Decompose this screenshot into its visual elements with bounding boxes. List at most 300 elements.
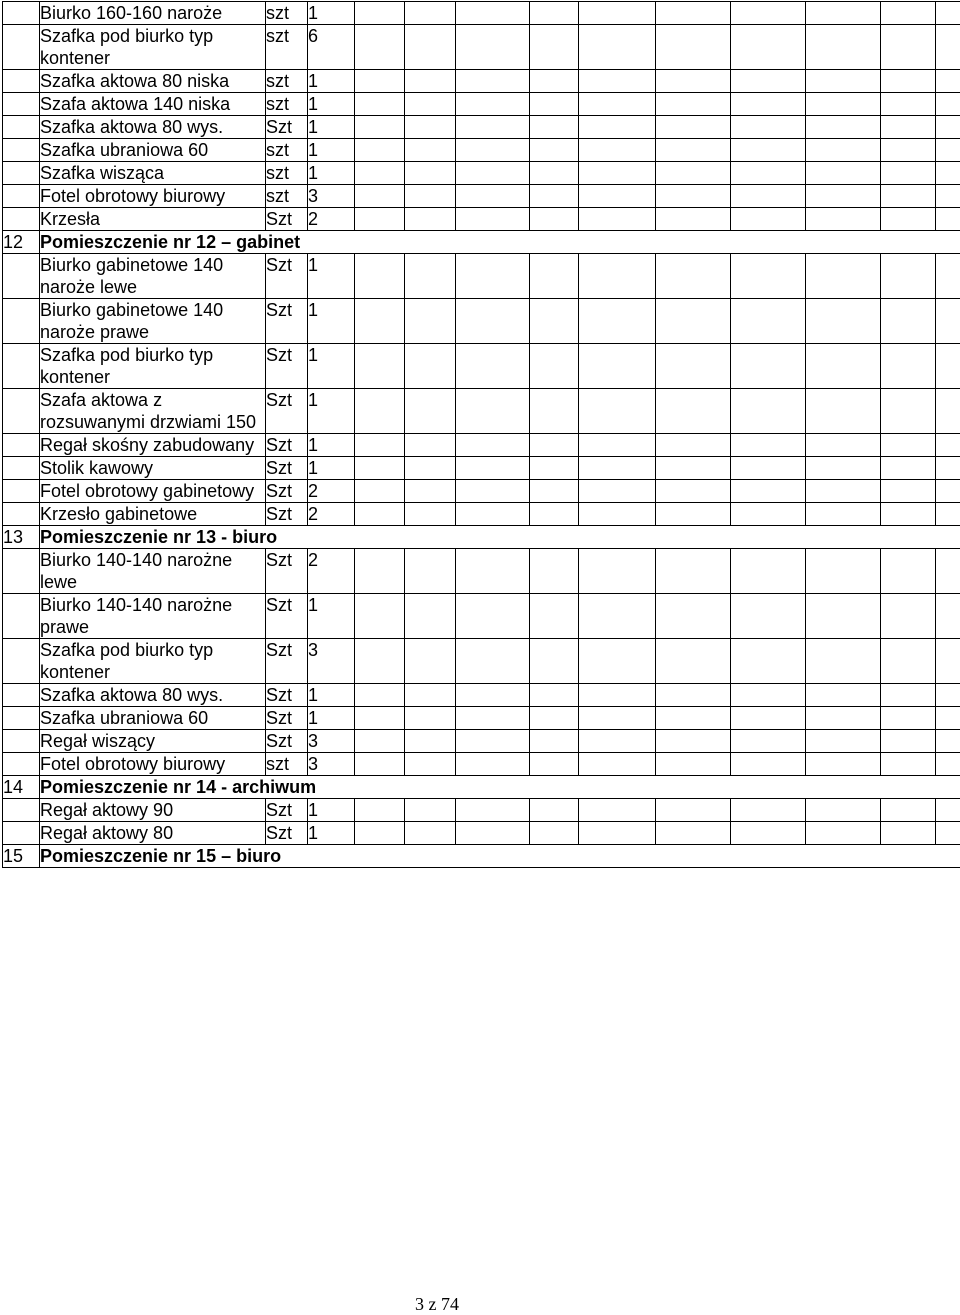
empty-cell	[806, 549, 881, 594]
empty-cell	[579, 25, 656, 70]
empty-cell	[405, 208, 456, 231]
item-name: Krzesło gabinetowe	[40, 503, 266, 526]
empty-cell	[579, 185, 656, 208]
number-cell	[3, 162, 40, 185]
item-unit: Szt	[266, 254, 308, 299]
empty-cell	[530, 799, 579, 822]
page-number: 3 z 74	[0, 1294, 874, 1315]
empty-cell	[579, 299, 656, 344]
empty-cell	[579, 822, 656, 845]
empty-cell	[656, 344, 731, 389]
item-name: Biurko 160-160 naroże	[40, 2, 266, 25]
empty-cell	[456, 799, 530, 822]
item-quantity: 1	[308, 139, 355, 162]
empty-cell	[530, 254, 579, 299]
empty-cell	[456, 503, 530, 526]
empty-cell	[731, 185, 806, 208]
empty-cell	[806, 208, 881, 231]
empty-cell	[579, 344, 656, 389]
empty-cell	[731, 707, 806, 730]
empty-cell	[405, 70, 456, 93]
empty-cell	[806, 254, 881, 299]
empty-cell	[806, 799, 881, 822]
empty-cell	[656, 480, 731, 503]
empty-cell	[806, 684, 881, 707]
empty-cell	[355, 799, 405, 822]
item-quantity: 1	[308, 594, 355, 639]
empty-cell	[405, 299, 456, 344]
empty-cell	[456, 299, 530, 344]
item-quantity: 3	[308, 185, 355, 208]
empty-cell	[456, 480, 530, 503]
number-cell	[3, 707, 40, 730]
item-unit: Szt	[266, 116, 308, 139]
empty-cell	[881, 457, 936, 480]
item-name: Biurko gabinetowe 140 naroże prawe	[40, 299, 266, 344]
table-row	[3, 208, 960, 231]
empty-cell	[731, 730, 806, 753]
empty-cell	[405, 549, 456, 594]
empty-cell	[731, 594, 806, 639]
empty-cell	[881, 162, 936, 185]
empty-cell	[731, 822, 806, 845]
item-name: Fotel obrotowy biurowy	[40, 753, 266, 776]
empty-cell	[530, 70, 579, 93]
empty-cell	[656, 457, 731, 480]
empty-cell	[881, 503, 936, 526]
empty-cell	[731, 434, 806, 457]
empty-cell	[579, 639, 656, 684]
empty-cell	[806, 480, 881, 503]
item-quantity: 1	[308, 2, 355, 25]
item-name: Szafa aktowa 140 niska	[40, 93, 266, 116]
empty-cell	[355, 2, 405, 25]
empty-cell	[405, 753, 456, 776]
empty-cell	[579, 93, 656, 116]
number-cell	[3, 639, 40, 684]
item-unit: szt	[266, 25, 308, 70]
empty-cell	[936, 594, 960, 639]
item-quantity: 1	[308, 684, 355, 707]
empty-cell	[936, 503, 960, 526]
empty-cell	[355, 344, 405, 389]
empty-cell	[731, 93, 806, 116]
item-quantity: 2	[308, 549, 355, 594]
item-quantity: 2	[308, 480, 355, 503]
empty-cell	[355, 70, 405, 93]
empty-cell	[936, 116, 960, 139]
item-unit: szt	[266, 93, 308, 116]
empty-cell	[806, 344, 881, 389]
number-cell	[3, 594, 40, 639]
empty-cell	[530, 707, 579, 730]
item-name: Biurko gabinetowe 140 naroże lewe	[40, 254, 266, 299]
item-quantity: 1	[308, 344, 355, 389]
empty-cell	[806, 639, 881, 684]
empty-cell	[936, 639, 960, 684]
item-name: Szafka pod biurko typ kontener	[40, 344, 266, 389]
empty-cell	[656, 639, 731, 684]
number-cell	[3, 116, 40, 139]
empty-cell	[530, 822, 579, 845]
empty-cell	[881, 254, 936, 299]
empty-cell	[656, 185, 731, 208]
empty-cell	[656, 116, 731, 139]
empty-cell	[881, 116, 936, 139]
table-row	[3, 684, 960, 707]
table-row	[3, 93, 960, 116]
table-row	[3, 549, 960, 594]
empty-cell	[936, 139, 960, 162]
item-unit: Szt	[266, 299, 308, 344]
empty-cell	[656, 549, 731, 594]
table-row	[3, 434, 960, 457]
item-name: Szafka aktowa 80 niska	[40, 70, 266, 93]
empty-cell	[731, 344, 806, 389]
empty-cell	[456, 70, 530, 93]
item-unit: Szt	[266, 707, 308, 730]
empty-cell	[806, 70, 881, 93]
empty-cell	[936, 389, 960, 434]
number-cell	[3, 139, 40, 162]
empty-cell	[530, 116, 579, 139]
empty-cell	[806, 457, 881, 480]
empty-cell	[731, 799, 806, 822]
item-name: Biurko 140-140 narożne prawe	[40, 594, 266, 639]
empty-cell	[936, 70, 960, 93]
empty-cell	[579, 70, 656, 93]
empty-cell	[579, 753, 656, 776]
section-number: 15	[3, 845, 40, 868]
item-unit: szt	[266, 753, 308, 776]
item-quantity: 1	[308, 434, 355, 457]
empty-cell	[656, 730, 731, 753]
number-cell	[3, 2, 40, 25]
empty-cell	[806, 389, 881, 434]
empty-cell	[405, 93, 456, 116]
empty-cell	[530, 480, 579, 503]
number-cell	[3, 753, 40, 776]
empty-cell	[579, 730, 656, 753]
item-name: Krzesła	[40, 208, 266, 231]
empty-cell	[405, 684, 456, 707]
empty-cell	[355, 503, 405, 526]
empty-cell	[355, 457, 405, 480]
item-unit: Szt	[266, 457, 308, 480]
item-unit: Szt	[266, 503, 308, 526]
item-quantity: 1	[308, 799, 355, 822]
empty-cell	[806, 116, 881, 139]
empty-cell	[881, 93, 936, 116]
empty-cell	[405, 639, 456, 684]
number-cell	[3, 25, 40, 70]
empty-cell	[579, 389, 656, 434]
item-quantity: 1	[308, 70, 355, 93]
section-row	[3, 231, 960, 254]
empty-cell	[530, 730, 579, 753]
empty-cell	[355, 93, 405, 116]
table-row	[3, 822, 960, 845]
empty-cell	[355, 684, 405, 707]
empty-cell	[355, 389, 405, 434]
item-unit: Szt	[266, 594, 308, 639]
empty-cell	[881, 480, 936, 503]
empty-cell	[530, 208, 579, 231]
empty-cell	[656, 25, 731, 70]
table-row	[3, 389, 960, 434]
number-cell	[3, 389, 40, 434]
item-name: Fotel obrotowy gabinetowy	[40, 480, 266, 503]
empty-cell	[731, 753, 806, 776]
empty-cell	[355, 549, 405, 594]
item-name: Regał aktowy 80	[40, 822, 266, 845]
empty-cell	[731, 480, 806, 503]
empty-cell	[731, 208, 806, 231]
empty-cell	[530, 344, 579, 389]
number-cell	[3, 480, 40, 503]
empty-cell	[355, 753, 405, 776]
item-unit: Szt	[266, 730, 308, 753]
empty-cell	[405, 594, 456, 639]
empty-cell	[405, 707, 456, 730]
empty-cell	[936, 25, 960, 70]
empty-cell	[530, 639, 579, 684]
empty-cell	[355, 730, 405, 753]
empty-cell	[881, 25, 936, 70]
number-cell	[3, 730, 40, 753]
table-row	[3, 730, 960, 753]
empty-cell	[355, 822, 405, 845]
empty-cell	[530, 549, 579, 594]
section-number: 13	[3, 526, 40, 549]
section-title: Pomieszczenie nr 14 - archiwum	[40, 776, 960, 799]
empty-cell	[355, 185, 405, 208]
empty-cell	[405, 162, 456, 185]
empty-cell	[881, 70, 936, 93]
empty-cell	[936, 299, 960, 344]
number-cell	[3, 185, 40, 208]
item-quantity: 1	[308, 93, 355, 116]
item-unit: szt	[266, 185, 308, 208]
item-quantity: 1	[308, 707, 355, 730]
empty-cell	[530, 594, 579, 639]
empty-cell	[731, 549, 806, 594]
table-row	[3, 254, 960, 299]
empty-cell	[806, 139, 881, 162]
empty-cell	[656, 93, 731, 116]
empty-cell	[936, 799, 960, 822]
inventory-body	[3, 2, 960, 868]
empty-cell	[656, 822, 731, 845]
empty-cell	[936, 162, 960, 185]
empty-cell	[936, 344, 960, 389]
empty-cell	[456, 707, 530, 730]
empty-cell	[530, 434, 579, 457]
table-row	[3, 25, 960, 70]
empty-cell	[579, 208, 656, 231]
table-row	[3, 480, 960, 503]
empty-cell	[456, 639, 530, 684]
section-row	[3, 776, 960, 799]
item-quantity: 1	[308, 162, 355, 185]
empty-cell	[656, 707, 731, 730]
table-row	[3, 344, 960, 389]
table-row	[3, 639, 960, 684]
empty-cell	[530, 2, 579, 25]
empty-cell	[656, 684, 731, 707]
empty-cell	[806, 2, 881, 25]
empty-cell	[731, 25, 806, 70]
empty-cell	[530, 185, 579, 208]
empty-cell	[731, 162, 806, 185]
item-unit: szt	[266, 70, 308, 93]
empty-cell	[579, 594, 656, 639]
empty-cell	[656, 254, 731, 299]
empty-cell	[936, 753, 960, 776]
number-cell	[3, 70, 40, 93]
empty-cell	[881, 684, 936, 707]
empty-cell	[456, 254, 530, 299]
table-row	[3, 70, 960, 93]
empty-cell	[579, 2, 656, 25]
empty-cell	[456, 730, 530, 753]
empty-cell	[579, 434, 656, 457]
empty-cell	[881, 753, 936, 776]
empty-cell	[881, 299, 936, 344]
item-unit: szt	[266, 139, 308, 162]
empty-cell	[530, 684, 579, 707]
empty-cell	[936, 549, 960, 594]
section-row	[3, 845, 960, 868]
number-cell	[3, 299, 40, 344]
number-cell	[3, 93, 40, 116]
empty-cell	[530, 299, 579, 344]
item-quantity: 2	[308, 503, 355, 526]
empty-cell	[405, 254, 456, 299]
empty-cell	[405, 139, 456, 162]
empty-cell	[405, 822, 456, 845]
empty-cell	[355, 25, 405, 70]
item-unit: Szt	[266, 344, 308, 389]
empty-cell	[579, 799, 656, 822]
empty-cell	[936, 457, 960, 480]
empty-cell	[731, 389, 806, 434]
empty-cell	[530, 25, 579, 70]
empty-cell	[355, 116, 405, 139]
empty-cell	[936, 2, 960, 25]
empty-cell	[806, 753, 881, 776]
empty-cell	[806, 594, 881, 639]
empty-cell	[530, 457, 579, 480]
table-row	[3, 799, 960, 822]
empty-cell	[731, 2, 806, 25]
empty-cell	[656, 70, 731, 93]
empty-cell	[731, 684, 806, 707]
empty-cell	[579, 549, 656, 594]
empty-cell	[731, 254, 806, 299]
number-cell	[3, 434, 40, 457]
item-unit: szt	[266, 2, 308, 25]
section-number: 12	[3, 231, 40, 254]
number-cell	[3, 457, 40, 480]
empty-cell	[405, 457, 456, 480]
empty-cell	[456, 139, 530, 162]
empty-cell	[731, 639, 806, 684]
empty-cell	[656, 799, 731, 822]
empty-cell	[355, 639, 405, 684]
empty-cell	[530, 753, 579, 776]
empty-cell	[806, 185, 881, 208]
empty-cell	[456, 457, 530, 480]
table-row	[3, 139, 960, 162]
empty-cell	[881, 344, 936, 389]
empty-cell	[881, 549, 936, 594]
empty-cell	[456, 684, 530, 707]
empty-cell	[579, 684, 656, 707]
item-unit: Szt	[266, 549, 308, 594]
table-row	[3, 753, 960, 776]
empty-cell	[456, 594, 530, 639]
table-row	[3, 162, 960, 185]
number-cell	[3, 503, 40, 526]
empty-cell	[881, 639, 936, 684]
empty-cell	[456, 93, 530, 116]
empty-cell	[456, 389, 530, 434]
item-quantity: 2	[308, 208, 355, 231]
empty-cell	[405, 116, 456, 139]
item-quantity: 3	[308, 730, 355, 753]
empty-cell	[656, 299, 731, 344]
empty-cell	[355, 299, 405, 344]
empty-cell	[731, 116, 806, 139]
empty-cell	[656, 389, 731, 434]
inventory-table	[2, 1, 960, 868]
item-name: Fotel obrotowy biurowy	[40, 185, 266, 208]
empty-cell	[656, 2, 731, 25]
item-name: Biurko 140-140 narożne lewe	[40, 549, 266, 594]
empty-cell	[806, 503, 881, 526]
empty-cell	[881, 434, 936, 457]
item-unit: Szt	[266, 684, 308, 707]
item-name: Szafa aktowa z rozsuwanymi drzwiami 150	[40, 389, 266, 434]
empty-cell	[579, 139, 656, 162]
empty-cell	[405, 503, 456, 526]
empty-cell	[806, 299, 881, 344]
empty-cell	[881, 822, 936, 845]
empty-cell	[731, 299, 806, 344]
empty-cell	[456, 822, 530, 845]
number-cell	[3, 254, 40, 299]
table-row	[3, 185, 960, 208]
empty-cell	[405, 2, 456, 25]
empty-cell	[355, 162, 405, 185]
empty-cell	[405, 434, 456, 457]
empty-cell	[530, 139, 579, 162]
item-quantity: 6	[308, 25, 355, 70]
table-row	[3, 116, 960, 139]
empty-cell	[881, 185, 936, 208]
item-name: Szafka pod biurko typ kontener	[40, 25, 266, 70]
empty-cell	[936, 434, 960, 457]
empty-cell	[530, 93, 579, 116]
empty-cell	[936, 208, 960, 231]
empty-cell	[405, 344, 456, 389]
item-unit: szt	[266, 162, 308, 185]
empty-cell	[579, 480, 656, 503]
empty-cell	[936, 707, 960, 730]
section-title: Pomieszczenie nr 12 – gabinet	[40, 231, 960, 254]
empty-cell	[456, 185, 530, 208]
